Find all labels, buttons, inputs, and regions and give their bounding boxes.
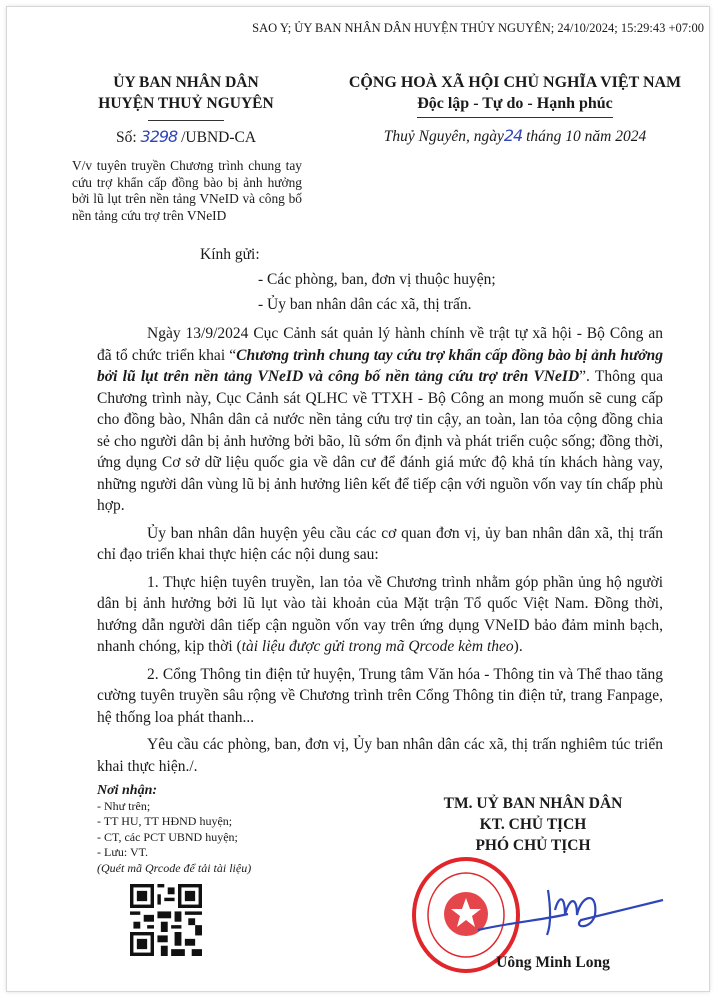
number-handwritten: 3298 (140, 127, 178, 146)
text: ”. Thông qua Chương trình này, Cục Cảnh sát QLHC về TTXH - Bộ Công an mong muốn sẽ cung cấp cho đồng bào, Nhân dân cả nước nền tảng cứu trợ tin cậy, an toàn, lan tỏa cộng đồng chia sẻ cho người dân bị ảnh hưởng bởi bão, lũ sớm ổn định và phát triển cuộc sống; đồng thời, ứng dụng Cơ sở dữ liệu quốc gia về dân cư để đánh giá mức độ khả tín khách hàng vay, những người dân vùng lũ bị ảnh hưởng liên kết để tiếp cận với nguồn vốn vay tín chấp phù hợp. (97, 368, 663, 514)
body-paragraph: Yêu cầu các phòng, ban, đơn vị, Ủy ban nhân dân các xã, thị trấn nghiêm túc triển khai thực hiện./. (97, 736, 663, 775)
date-day-handwritten: 24 (503, 126, 523, 145)
qr-instruction: (Quét mã Qrcode để tải tài liệu) (97, 860, 252, 875)
distribution-title: Nơi nhận: (97, 783, 158, 798)
distribution-item: - Như trên; (97, 798, 151, 813)
text: ). (513, 638, 523, 655)
recipient-item: - Ủy ban nhân dân các xã, thị trấn. (258, 296, 472, 313)
handwritten-signature (473, 870, 673, 940)
distribution-item: - TT HU, TT HĐND huyện; (97, 814, 233, 828)
recipients (200, 242, 663, 317)
issuer-line1: ỦY BAN NHÂN DÂN (113, 74, 259, 91)
date-prefix: Thuỷ Nguyên, ngày (383, 128, 504, 145)
body-paragraph: Ủy ban nhân dân huyện yêu cầu các cơ quan đơn vị, ủy ban nhân dân xã, thị trấn chỉ đạo triển khai thực hiện các nội dung sau: (97, 524, 663, 563)
body-paragraph (97, 572, 663, 658)
qr-code[interactable] (130, 884, 202, 956)
text: 1. Thực hiện tuyên truyền, lan tỏa về Chương trình nhằm góp phần ủng hộ người dân bị ảnh hưởng bởi lũ lụt vào tài khoản của Mặt trận Tổ quốc Việt Nam. Đồng thời, hướng dẫn người dân tiếp cận nguồn vốn vay trên ứng dụng VNeID bảo đảm minh bạch, nhanh chóng, kịp thời ( (97, 573, 663, 655)
text: Ngày 13/9/2024 Cục Cảnh sát quản lý hành chính về trật tự xã hội - Bộ Công an đã tổ chức triển khai “ (97, 325, 663, 364)
digital-copy-stamp: SAO Y; ỦY BAN NHÂN DÂN HUYỆN THỦY NGUYÊN; 24/10/2024; 15:29:43 +07:00 (252, 21, 704, 35)
body-paragraph: 2. Cổng Thông tin điện tử huyện, Trung tâm Văn hóa - Thông tin và Thể thao tăng cường tuyên truyền sâu rộng về Chương trình trên Cổng Thông tin điện tử, trang Fanpage, hệ thống loa phát thanh... (97, 665, 663, 726)
number-prefix: Số: (115, 129, 137, 146)
signature-title-2: KT. CHỦ TỊCH (479, 816, 587, 833)
body-paragraph (97, 323, 663, 517)
document-subject: V/v tuyên truyền Chương trình chung tay cứu trợ khẩn cấp đồng bào bị ảnh hưởng bởi lũ lụt trên nền tảng VNeID và công bố nền tảng cứu trợ trên VNeID (72, 158, 302, 223)
distribution-item: - Lưu: VT. (97, 845, 149, 859)
distribution-list (97, 783, 327, 972)
signature-block (403, 783, 663, 856)
signer-name: Uông Minh Long (496, 954, 610, 971)
qr-note: tài liệu được gửi trong mã Qrcode kèm theo (241, 638, 514, 655)
distribution-item: - CT, các PCT UBND huyện; (97, 829, 238, 844)
document-footer (97, 783, 663, 972)
signature-area (403, 783, 663, 972)
date-suffix: tháng 10 năm 2024 (526, 128, 647, 145)
issuer-line2: HUYỆN THUỶ NGUYÊN (98, 95, 274, 112)
signature-title-1: TM. UỶ BAN NHÂN DÂN (443, 795, 623, 812)
nation-motto: Độc lập - Tự do - Hạnh phúc (417, 93, 613, 118)
nation-line1: CỘNG HOÀ XÃ HỘI CHỦ NGHĨA VIỆT NAM (348, 74, 682, 91)
document-flow (97, 0, 663, 992)
document-body (97, 323, 663, 777)
signature-title-3: PHÓ CHỦ TỊCH (475, 837, 591, 854)
program-name: Chương trình chung tay cứu trợ khẩn cấp đồng bào bị ảnh hưởng bởi lũ lụt trên nền tảng VNeID và công bố nền tảng cứu trợ trên VNeID (97, 346, 663, 385)
number-suffix: /UBND-CA (181, 129, 257, 146)
recipient-item: - Các phòng, ban, đơn vị thuộc huyện; (258, 271, 496, 288)
recipients-label: Kính gửi: (200, 246, 260, 263)
